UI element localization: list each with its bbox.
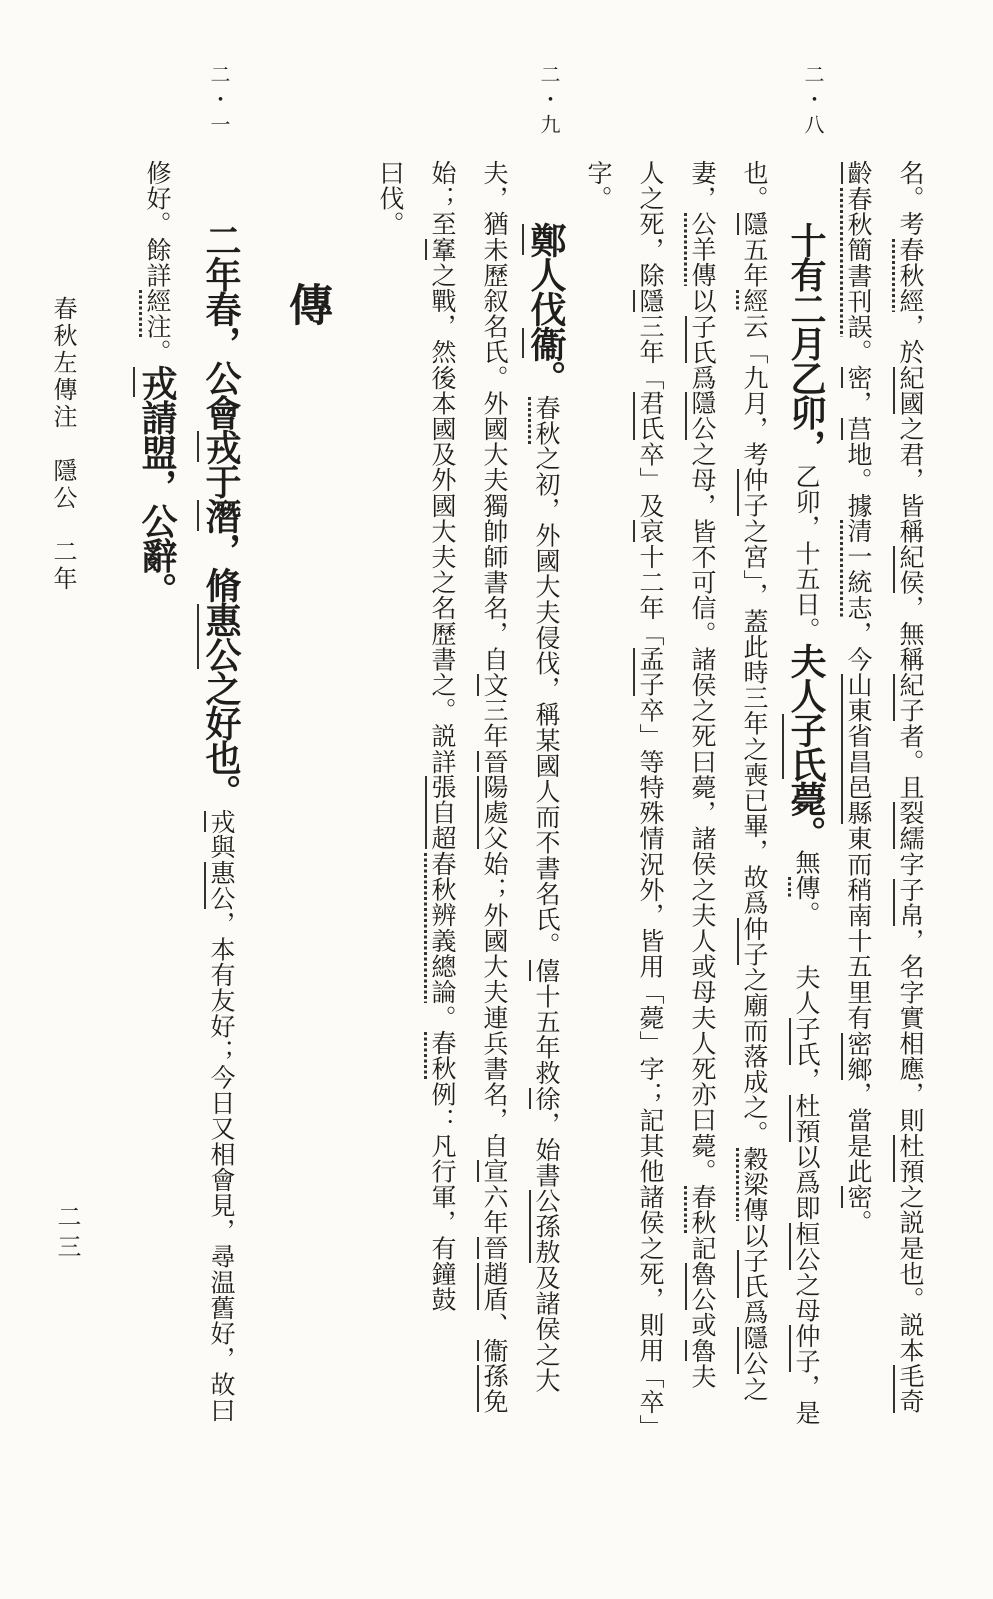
proper-name-marked-text: 仲子 [740, 467, 769, 519]
annotation-text-run: 之戰，然後本國及外國大夫之名歷書之。説詳 [428, 262, 457, 775]
proper-name-marked-text: 桓公 [792, 1220, 821, 1272]
proper-name-marked-text: 君氏 [636, 390, 665, 442]
annotation-text-run: 人之死，除 [636, 160, 665, 288]
proper-name-marked-text: 仲子 [792, 1322, 821, 1375]
annotation-text-run: ，於 [896, 313, 925, 365]
proper-name-marked-text: 戎 [207, 808, 236, 835]
proper-name-marked-text: 戎 [200, 429, 242, 464]
text-column [519, 160, 574, 1450]
annotation-text-run: 例：凡行軍，有鐘鼓 [428, 1081, 457, 1313]
proper-name-marked-text: 僖 [532, 957, 561, 984]
annotation-text-run: 夫，猶未歷叙名氏。外國大夫獨帥師書名，自 [480, 160, 509, 672]
annotation-text-run: 卒」及 [636, 441, 665, 519]
book-title-marked-text: 春秋 [532, 394, 561, 446]
text-column [467, 160, 522, 1450]
annotation-text-run: 東而稍南十五里有 [844, 825, 873, 1031]
book-title-marked-text: 傳 [792, 875, 821, 901]
proper-name-marked-text: 公孫敖 [532, 1188, 561, 1265]
proper-name-marked-text: 紀國 [896, 364, 925, 417]
annotation-text-run: ， [844, 390, 873, 417]
annotation-text-run: 三年 [480, 697, 509, 749]
proper-name-marked-text: 密 [844, 1184, 873, 1210]
annotation-text-run: 之廟而落成之。 [740, 966, 769, 1146]
proper-name-marked-text: 陽處父 [480, 774, 509, 852]
annotation-text-run: 及諸侯之大 [532, 1264, 561, 1393]
proper-name-marked-text: 杜預 [792, 1092, 821, 1144]
text-column [415, 160, 470, 1450]
book-title-marked-text: 清一統志 [844, 518, 873, 621]
annotation-text-run: 記 [688, 1235, 717, 1261]
annotation-text-run: ，當是此 [844, 1081, 873, 1185]
proper-name-marked-text: 子氏 [740, 1248, 769, 1300]
annotation-text-run: 夫人 [792, 964, 821, 1016]
proper-name-marked-text: 魯公 [688, 1260, 717, 1313]
annotation-text-run: 無 [792, 849, 821, 876]
proper-name-marked-text: 宣 [480, 1158, 509, 1185]
annotation-text-run: ，始書 [532, 1111, 561, 1189]
proper-name-marked-text: 文 [480, 672, 509, 698]
book-title-marked-text: 穀梁傳 [740, 1145, 769, 1223]
annotation-text-run: 之説是也。説本 [896, 1184, 925, 1364]
annotation-text-run: 地。據 [844, 441, 873, 519]
proper-name-marked-text: 戎 [136, 364, 178, 400]
text-column [883, 160, 938, 1450]
proper-name-marked-text: 惠公 [200, 601, 242, 671]
proper-name-marked-text: 晉 [480, 1235, 509, 1261]
annotation-text-run: 也。 [740, 160, 769, 212]
main-text-run: 請盟，公辭。 [136, 399, 178, 607]
proper-name-marked-text: 莒 [844, 416, 873, 442]
proper-name-marked-text: 子帛 [896, 876, 925, 929]
proper-name-marked-text: 子氏 [688, 313, 717, 365]
book-title-marked-text: 公羊傳 [688, 211, 717, 289]
annotation-text-run: ，本有友好；今日又相會見，尋温舊好，故曰 [207, 910, 236, 1423]
annotation-text-run: 。 [844, 1209, 873, 1236]
proper-name-marked-text: 晉 [480, 748, 509, 775]
proper-name-marked-text: 山東省昌邑縣 [844, 672, 873, 826]
annotation-text-run: 以 [688, 288, 717, 314]
main-text-run: ，脩 [200, 532, 242, 602]
proper-name-marked-text: 魯 [688, 1337, 717, 1364]
annotation-text-run: 修好。餘詳 [143, 160, 172, 288]
text-column [623, 160, 678, 1450]
proper-name-marked-text: 隱 [636, 288, 665, 314]
main-text-run: 薨。 [785, 780, 827, 850]
annotation-text-run: 云「九月，考 [740, 313, 769, 468]
proper-name-marked-text: 哀 [636, 518, 665, 545]
annotation-text-run: ，是 [792, 1374, 821, 1426]
book-title-marked-text: 經 [740, 288, 769, 314]
main-text-run: 人伐 [525, 256, 567, 326]
annotation-text-run: ， [792, 1066, 821, 1093]
proper-name-marked-text: 密 [844, 364, 873, 391]
annotation-text-run: 十五年救 [532, 983, 561, 1086]
annotation-text-run: 字。 [584, 160, 613, 212]
text-gap [806, 927, 807, 965]
proper-name-marked-text: 鞌 [428, 236, 457, 263]
annotation-text-run: 者。且 [896, 723, 925, 801]
book-title-marked-text: 春秋辨義總論 [428, 851, 457, 1005]
annotation-text-run: 或 [688, 1312, 717, 1338]
annotation-text-run: 之 [740, 1376, 769, 1402]
proper-name-marked-text: 衞 [480, 1337, 509, 1364]
page-number: 二三 [53, 1204, 81, 1264]
annotation-text-run: 爲 [688, 364, 717, 391]
annotation-text-run: 。 [143, 339, 172, 365]
proper-name-marked-text: 衞 [525, 325, 567, 360]
annotation-text-run: 。 [792, 900, 821, 927]
main-text-run: 十有二月乙卯， [785, 222, 827, 464]
book-title-marked-text: 經注 [143, 288, 172, 340]
text-column [130, 160, 185, 1450]
annotation-text-run: ，今 [844, 620, 873, 673]
annotation-text-run: 。 [844, 339, 873, 365]
proper-name-marked-text: 孟子 [636, 646, 665, 698]
proper-name-marked-text: 毛奇 [896, 1363, 925, 1415]
main-text-run: 二年春，公會 [200, 222, 242, 429]
proper-name-marked-text: 紀侯 [896, 544, 925, 596]
annotation-text-run: 夫 [688, 1363, 717, 1389]
annotation-text-run: 始；外國大夫連兵書名，自 [480, 851, 509, 1159]
proper-name-marked-text: 徐 [532, 1085, 561, 1112]
text-column [279, 160, 334, 1450]
proper-name-marked-text: 密鄉 [844, 1030, 873, 1082]
proper-name-marked-text: 張自超 [428, 774, 457, 852]
annotation-text-run: 五年 [740, 236, 769, 289]
annotation-text-run: 卒」等特殊情況外，皆用「薨」字；記其他諸侯之死，則用「卒」 [636, 697, 665, 1441]
main-text-run: 夫人 [785, 642, 827, 712]
annotation-text-run: 、 [480, 1312, 509, 1338]
annotation-text-run: 乙卯，十五日。 [792, 463, 821, 643]
proper-name-marked-text: 裂繻 [896, 800, 925, 852]
proper-name-marked-text: 潛 [200, 498, 242, 533]
section-number: 二・一 [207, 64, 231, 139]
book-title-marked-text: 春秋經 [896, 236, 925, 314]
annotation-text-run: 與 [207, 834, 236, 860]
annotation-text-run: 以 [740, 1222, 769, 1249]
margin-book-title: 春秋左傳注 隱公 二年 [49, 296, 77, 593]
annotation-text-run: 之母 [792, 1271, 821, 1323]
annotation-text-run: 三年「 [636, 313, 665, 391]
annotation-text-run: 之宮」，蓋此時三年之喪已畢，故爲 [740, 518, 769, 916]
book-title-marked-text: 春秋 [688, 1184, 717, 1236]
annotation-text-run: 十二年「 [636, 544, 665, 647]
main-text-run: 于 [200, 463, 242, 498]
proper-name-marked-text: 隱公 [688, 390, 717, 442]
text-column [571, 160, 626, 1450]
proper-name-marked-text: 孫免 [480, 1363, 509, 1415]
annotation-text-run: 以爲即 [792, 1143, 821, 1221]
proper-name-marked-text: 惠公 [207, 859, 236, 911]
main-text-run: 。 [525, 360, 567, 395]
text-column [675, 160, 730, 1450]
text-block [0, 160, 993, 1450]
proper-name-marked-text: 杜預 [896, 1132, 925, 1185]
book-title-marked-text: 春秋 [428, 1030, 457, 1082]
section-number: 二・八 [801, 64, 825, 139]
annotation-text-run: 字 [896, 851, 925, 877]
annotation-text-run: 。 [428, 1004, 457, 1031]
annotation-text-run: ，無稱 [896, 595, 925, 673]
text-column [831, 160, 886, 1450]
main-text-run: 之好也。 [200, 670, 242, 809]
annotation-text-run: 始；至 [428, 160, 457, 237]
proper-name-marked-text: 仲子 [740, 915, 769, 967]
annotation-text-run: 名。考 [896, 160, 925, 237]
book-title-marked-text: 春秋簡書刊誤 [844, 185, 873, 340]
proper-name-marked-text: 趙盾 [480, 1260, 509, 1313]
annotation-text-run: 六年 [480, 1184, 509, 1236]
text-column [363, 160, 418, 1450]
annotation-text-run: 之母，皆不可信。諸侯之死曰薨，諸侯之夫人或母夫人死亦曰薨。 [688, 441, 717, 1185]
annotation-text-run: 爲 [740, 1299, 769, 1326]
section-number: 二・九 [537, 64, 561, 139]
proper-name-marked-text: 齡 [844, 160, 873, 186]
proper-name-marked-text: 子氏 [792, 1015, 821, 1067]
section-heading: 傳 [281, 282, 332, 326]
annotation-text-run: ，名字實相應，則 [896, 928, 925, 1133]
annotation-text-run: 之初，外國大夫侵伐，稱某國人而不書名氏。 [532, 445, 561, 958]
text-column [727, 160, 782, 1450]
annotation-text-run: 曰伐。 [376, 160, 405, 237]
text-column [779, 160, 834, 1450]
proper-name-marked-text: 隱公 [740, 1325, 769, 1377]
proper-name-marked-text: 隱 [740, 211, 769, 237]
proper-name-marked-text: 紀子 [896, 672, 925, 724]
proper-name-marked-text: 子氏 [785, 711, 827, 781]
proper-name-marked-text: 鄭 [525, 222, 567, 257]
annotation-text-run: 之君，皆稱 [896, 416, 925, 545]
text-column [194, 160, 249, 1450]
annotation-text-run: 妻， [688, 160, 717, 212]
